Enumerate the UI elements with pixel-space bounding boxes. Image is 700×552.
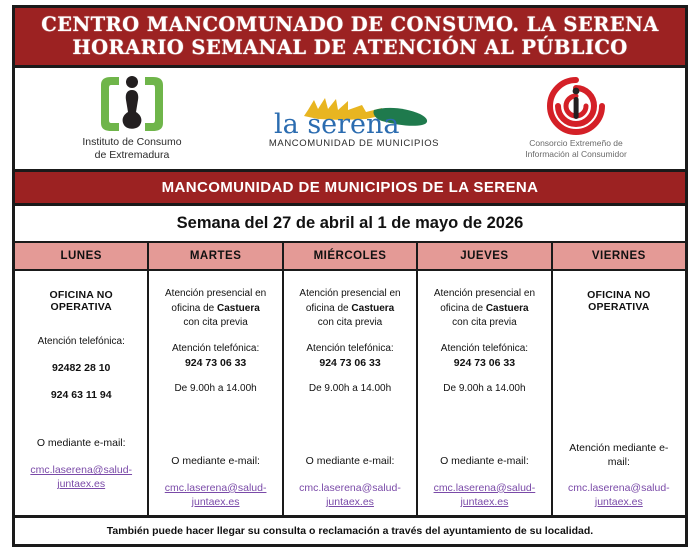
phone-number-1[interactable]: 92482 28 10 [52,362,111,374]
email-label: O mediante e-mail: [440,455,529,468]
logo-instituto-consumo [37,75,227,162]
column-header-miercoles: MIÉRCOLES [284,243,418,269]
week-range-label: Semana del 27 de abril al 1 de mayo de 2026 [15,206,685,243]
email-link-line-2: juntaex.es [191,495,240,508]
email-label: O mediante e-mail: [171,455,260,468]
email-link-line-2: juntaex.es [57,478,106,491]
in-person-line-3: con cita previa [183,317,248,328]
in-person-note [299,287,400,331]
email-link-line-2: juntaex.es [326,495,374,508]
column-header-jueves: JUEVES [418,243,552,269]
phone-label: Atención telefónica: [37,336,125,347]
in-person-line-3: con cita previa [452,317,517,328]
day-cell-miercoles [284,271,418,515]
phone-number-2[interactable]: 924 63 11 94 [50,388,112,401]
day-cell-jueves [418,271,552,515]
email-link[interactable] [568,481,670,509]
in-person-line-2-prefix: oficina de [171,302,217,314]
email-link-line-1: cmc.laserena@salud- [567,481,670,494]
email-label: Atención mediante e-mail: [569,441,669,469]
consorcio-consumidor-logo-icon [545,77,607,135]
office-closed-label: OFICINA NO OPERATIVA [49,289,113,313]
in-person-line-1: Atención presencial en [165,288,267,299]
day-cell-lunes [15,271,149,515]
in-person-note [434,287,535,331]
day-cell-viernes [553,271,685,515]
email-link-line-2: juntaex.es [594,495,643,508]
table-body-row [15,271,685,518]
phone-number-1[interactable]: 924 73 06 33 [453,357,516,370]
logo-la-serena-caption: MANCOMUNIDAD DE MUNICIPIOS [268,137,440,149]
email-link[interactable] [434,481,536,509]
opening-hours: De 9.00h a 14.00h [308,383,392,395]
column-header-martes: MARTES [149,243,283,269]
office-closed-label: OFICINA NO OPERATIVA [587,289,651,313]
in-person-line-3: con cita previa [317,317,383,328]
schedule-table [15,243,685,518]
column-header-lunes: LUNES [15,243,149,269]
in-person-line-2-prefix: oficina de [440,302,486,314]
email-link[interactable] [165,481,267,509]
in-person-line-2-prefix: oficina de [305,302,352,314]
page-title-line-1: CENTRO MANCOMUNADO DE CONSUMO. LA SERENA [41,13,659,36]
office-name: Castuera [217,302,260,314]
logo-caption-line-1: Consorcio Extremeño de [529,137,623,148]
office-name: Castuera [485,302,529,314]
office-name: Castuera [351,302,395,314]
logo-instituto-consumo-caption [82,136,181,162]
email-link-line-1: cmc.laserena@salud- [433,481,536,494]
email-link[interactable] [299,481,401,509]
table-header-row [15,243,685,271]
day-cell-martes [149,271,283,515]
sub-banner: MANCOMUNIDAD DE MUNICIPIOS DE LA SERENA [15,172,685,206]
logo-la-serena [249,92,459,150]
phone-label: Atención telefónica: [440,343,529,355]
email-link-line-1: cmc.laserena@salud- [299,481,401,494]
page-title-line-2: HORARIO SEMANAL DE ATENCIÓN AL PÚBLICO [72,36,628,59]
email-link-line-1: cmc.laserena@salud- [30,464,133,477]
opening-hours: De 9.00h a 14.00h [174,383,257,395]
email-label: O mediante e-mail: [305,455,395,468]
logo-caption-line-2: de Extremadura [94,149,170,161]
logo-caption-line-1: Instituto de Consumo [82,135,182,148]
email-label: O mediante e-mail: [36,437,126,450]
svg-text:la serena: la serena [274,108,400,138]
phone-number-1[interactable]: 924 73 06 33 [184,357,247,370]
logo-caption-line-2: Información al Consumidor [525,149,627,159]
phone-label: Atención telefónica: [171,343,260,355]
email-link-line-1: cmc.laserena@salud- [164,481,267,494]
logos-strip [15,68,685,172]
logo-consorcio-consumidor [481,77,671,160]
opening-hours: De 9.00h a 14.00h [443,383,526,395]
in-person-note [165,287,266,331]
institute-consumer-logo-icon [93,75,171,133]
phone-label: Atención telefónica: [306,343,394,355]
footer-note: También puede hacer llegar su consulta o reclamación a través del ayuntamiento de su localidad. [15,518,685,544]
poster-frame [12,5,688,547]
in-person-line-1: Atención presencial en [433,288,536,299]
in-person-line-1: Atención presencial en [299,288,401,299]
phone-number-1[interactable]: 924 73 06 33 [319,357,381,370]
logo-consorcio-caption [525,138,627,160]
email-link-line-2: juntaex.es [460,495,509,508]
column-header-viernes: VIERNES [591,250,646,262]
title-banner [15,8,685,68]
email-link[interactable] [30,463,132,491]
la-serena-logo-icon [270,92,438,138]
